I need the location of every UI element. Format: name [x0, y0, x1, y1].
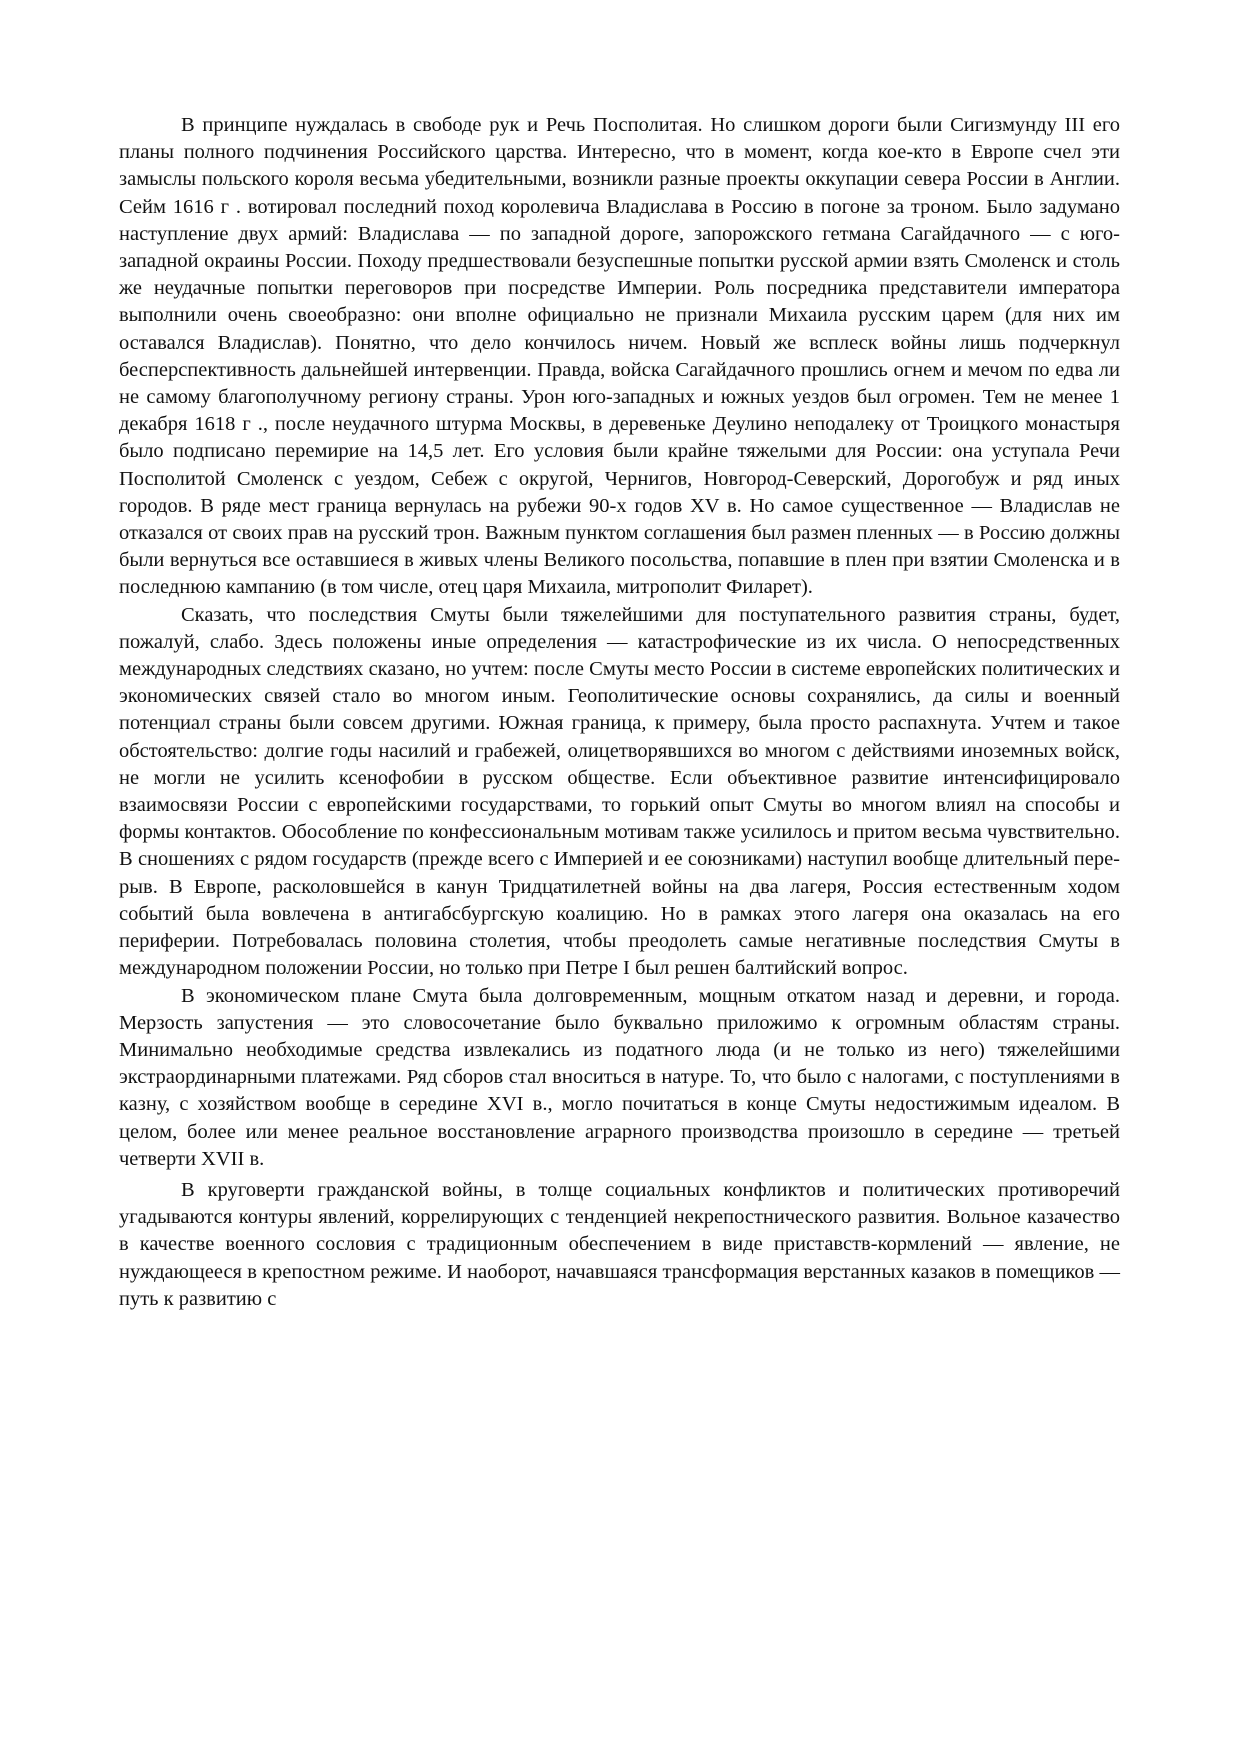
document-page — [119, 112, 1120, 1313]
paragraph-3: В экономическом плане Смута была долговременным, мощным откатом назад и деревни, и города. Мерзость запустения — это словосочетание было буквально приложимо к огромным областям страны. Минимально необходимые средства извлекались из податного люда (и не только из него) тяжелейшими экстраординарными платежами. Ряд сборов стал вноситься в натуре. То, что было с налогами, с поступлениями в казну, с хозяйством вообще в середине XVI в., могло почитаться в конце Смуты недостижимым идеалом. В целом, более или менее реальное восстановление аграрного производства произошло в середине — третьей четверти XVII в. — [119, 984, 1120, 1170]
paragraph-1: В принципе нуждалась в свободе рук и Речь Посполитая. Но слишком дороги были Сигизмунду III его планы полного подчинения Российского царства. Интересно, что в момент, когда кое-кто в Европе счел эти замыслы польского короля весьма убедительными, возникли разные проекты оккупации севера России в Англии. Сейм 1616 г . вотировал последний поход королевича Владислава в Россию в погоне за троном. Было задумано наступление двух армий: Владислава — по западной дороге, запорожского гетмана Сагайдачного — с юго-западной окраины России. Походу предшествовали безуспешные попытки русской армии взять Смоленск и столь же неудачные попытки переговоров при посредстве Империи. Роль посредника представители императора выполнили очень своеобразно: они вполне официально не признали Михаила русским царем (для них им оставался Владислав). Понятно, что дело кончилось ничем. Новый же всплеск войны лишь подчеркнул бесперспективность дальнейшей интервенции. Правда, войска Сагайдачного прошлись огнем и мечом по едва ли не самому благополучному региону страны. Урон юго-западных и южных уездов был огромен. Тем не менее 1 декабря 1618 г ., после неудачного штурма Москвы, в деревеньке Деулино неподалеку от Троицкого монастыря было подписано перемирие на 14,5 лет. Его условия были крайне тяжелыми для России: она уступала Речи Посполитой Смоленск с уездом, Себеж с округой, Чернигов, Новгород-Северский, Дорогобуж и ряд иных городов. В ряде мест граница вернулась на рубежи 90-х годов XV в. Но самое существенное — Владислав не отказался от своих прав на русский трон. Важным пунктом соглашения был размен пленных — в Россию должны были вернуться все оставшиеся в живых члены Великого посольства, попавшие в плен при взятии Смоленска и в последнюю кампанию (в том числе, отец царя Михаила, митрополит Филарет). — [119, 114, 1120, 599]
paragraph-4: В круговерти гражданской войны, в толще социальных конфликтов и политических противоречий угадываются контуры явлений, коррелирующих с тенденцией некрепостнического развития. Вольное казачество в качестве военного сословия с традиционным обеспечением в виде приставств-кормлений — явление, не нуждающееся в крепостном режиме. И наоборот, начавшаяся трансформация верстанных казаков в помещиков — путь к развитию с — [119, 1178, 1120, 1310]
paragraph-2: Сказать, что последствия Смуты были тяжелейшими для поступательного развития страны, будет, пожалуй, слабо. Здесь положены иные определения — катастрофические из их числа. О непосредственных международных следствиях сказано, но учтем: после Смуты место России в системе европейских политических и экономических связей стало во многом иным. Геополитические основы сохранялись, да силы и военный потенциал страны были совсем другими. Южная граница, к примеру, была просто распахнута. Учтем и такое обстоятельство: долгие годы насилий и грабежей, олицетворявшихся во многом с действиями иноземных войск, не могли не усилить ксенофобии в русском обществе. Если объективное развитие интенсифицировало взаимосвязи России с европейскими государствами, то горький опыт Смуты во многом влиял на способы и формы контактов. Обособление по конфессиональным мотивам также усилилось и притом весьма чувствительно. В сношениях с рядом государств (прежде всего с Империей и ее союзниками) наступил вообще длительный перерыв. В Европе, расколовшейся в канун Тридцатилетней войны на два лагеря, Россия естественным ходом событий была вовлечена в антигабсбургскую коалицию. Но в рамках этого лагеря она оказалась на его периферии. Потребовалась половина столетия, чтобы преодолеть самые негативные последствия Смуты в международном положении России, но только при Петре I был решен балтийский вопрос. — [119, 603, 1120, 980]
